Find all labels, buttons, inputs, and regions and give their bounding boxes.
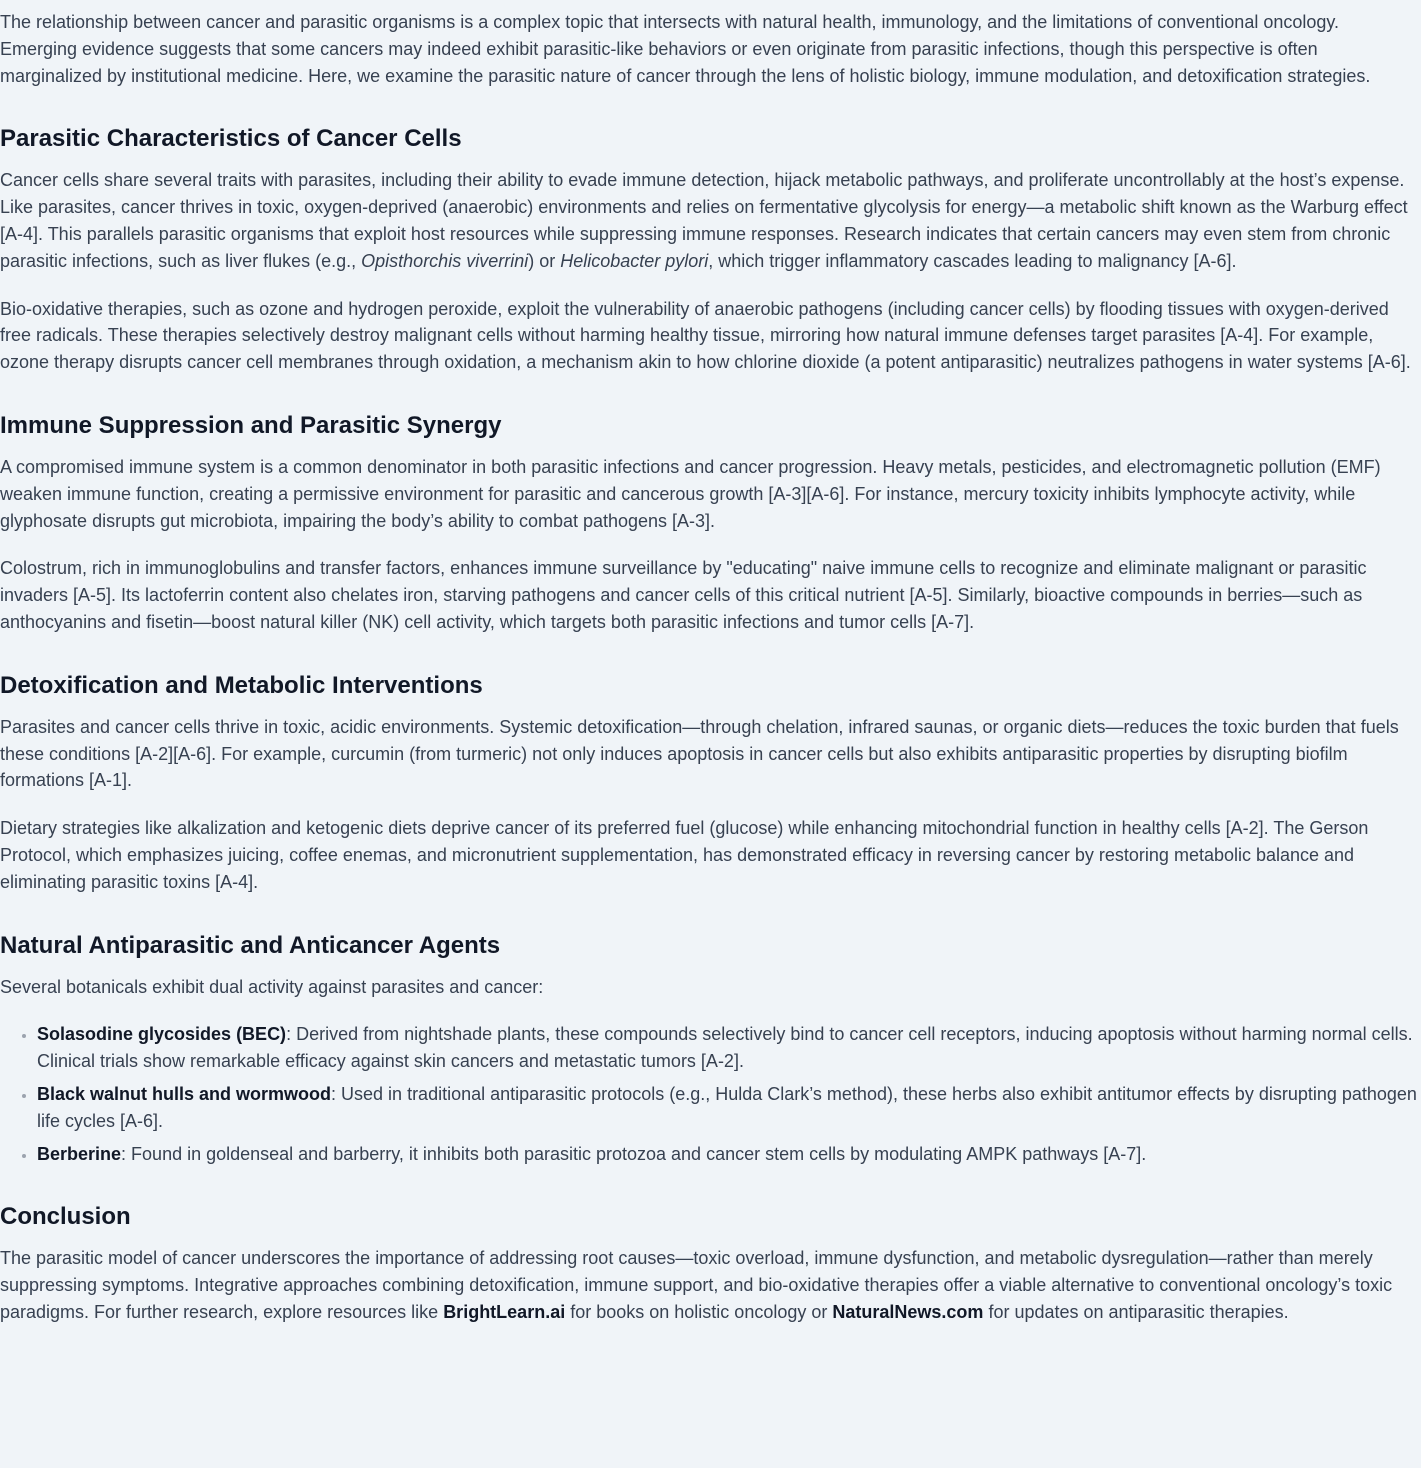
paragraph: Dietary strategies like alkalization and ketogenic diets deprive cancer of its preferred fuel (glucose) while enhancing mitochondrial function in healthy cells [A-2]. The Gerson Protocol, which emphasizes juicing, coffee enemas, and micronutrient supplementation, has demonstrated efficacy in reversing cancer by restoring metabolic balance and eliminating parasitic toxins [A-4]. <box>0 818 1369 892</box>
agents-list <box>0 1021 1421 1167</box>
list-item <box>37 1141 1421 1168</box>
list-item-term: Black walnut hulls and wormwood <box>37 1083 332 1104</box>
text: for books on holistic oncology or <box>565 1301 833 1322</box>
species-name: Opisthorchis viverrini <box>361 250 529 271</box>
paragraph: A compromised immune system is a common denominator in both parasitic infections and cancer progression. Heavy metals, pesticides, and electromagnetic pollution (EMF) weaken immune function, creating a permissive environment for parasitic and cancerous growth [A-3][A-6]. For instance, mercury toxicity inhibits lymphocyte activity, while glyphosate disrupts gut microbiota, impairing the body’s ability to combat pathogens [A-3]. <box>0 456 1381 531</box>
section-heading-immune-suppression: Immune Suppression and Parasitic Synergy <box>0 411 502 439</box>
paragraph: Parasites and cancer cells thrive in toxic, acidic environments. Systemic detoxification—through chelation, infrared saunas, or organic diets—reduces the toxic burden that fuels these conditions [A-2][A-6]. For example, curcumin (from turmeric) not only induces apoptosis in cancer cells but also exhibits antiparasitic properties by disrupting biofilm formations [A-1]. <box>0 716 1399 791</box>
list-item <box>37 1021 1421 1075</box>
section-heading-conclusion: Conclusion <box>0 1203 131 1231</box>
list-item-text: : Used in traditional antiparasitic protocols (e.g., Hulda Clark’s method), these herbs also exhibit antitumor effects by disrupting pathogen life cycles [A-6]. <box>37 1083 1417 1131</box>
list-item-text: : Derived from nightshade plants, these compounds selectively bind to cancer cell receptors, inducing apoptosis without harming normal cells. Clinical trials show remarkable efficacy against skin cancers and metastatic tumors [A-2]. <box>37 1024 1413 1072</box>
brightlearn-link[interactable]: BrightLearn.ai <box>443 1301 566 1322</box>
text: for updates on antiparasitic therapies. <box>983 1301 1289 1322</box>
naturalnews-link[interactable]: NaturalNews.com <box>832 1301 984 1322</box>
text: , which trigger inflammatory cascades leading to malignancy [A-6]. <box>708 250 1237 271</box>
text: The parasitic model of cancer underscores the importance of addressing root causes—toxic overload, immune dysfunction, and metabolic dysregulation—rather than merely suppressing symptoms. Integrative approaches combining detoxification, immune support, and bio-oxidative therapies offer a viable alternative to conventional oncology’s toxic paradigms. For further research, explore resources like <box>0 1248 1393 1322</box>
section-heading-natural-agents: Natural Antiparasitic and Anticancer Agents <box>0 931 501 959</box>
section-heading-parasitic-characteristics: Parasitic Characteristics of Cancer Cells <box>0 125 462 153</box>
section-heading-detoxification: Detoxification and Metabolic Interventions <box>0 671 483 699</box>
list-item <box>37 1081 1421 1135</box>
paragraph <box>0 1245 1421 1325</box>
text: Cancer cells share several traits with parasites, including their ability to evade immune detection, hijack metabolic pathways, and proliferate uncontrollably at the host’s expense. Like parasites, cancer thrives in toxic, oxygen-deprived (anaerobic) environments and relies on fermentative glycolysis for energy—a metabolic shift known as the Warburg effect [A-4]. This parallels parasitic organisms that exploit host resources while suppressing immune responses. Research indicates that certain cancers may even stem from chronic parasitic infections, such as liver flukes (e.g., <box>0 170 1408 271</box>
list-item-text: : Found in goldenseal and barberry, it inhibits both parasitic protozoa and cancer stem cells by modulating AMPK pathways [A-7]. <box>121 1143 1147 1164</box>
paragraph: Colostrum, rich in immunoglobulins and transfer factors, enhances immune surveillance by "educating" naive immune cells to recognize and eliminate malignant or parasitic invaders [A-5]. Its lactoferrin content also chelates iron, starving pathogens and cancer cells of this critical nutrient [A-5]. Similarly, bioactive compounds in berries—such as anthocyanins and fisetin—boost natural killer (NK) cell activity, which targets both parasitic infections and tumor cells [A-7]. <box>0 558 1367 632</box>
paragraph: Bio-oxidative therapies, such as ozone and hydrogen peroxide, exploit the vulnerability of anaerobic pathogens (including cancer cells) by flooding tissues with oxygen-derived free radicals. These therapies selectively destroy malignant cells without harming healthy tissue, mirroring how natural immune defenses target parasites [A-4]. For example, ozone therapy disrupts cancer cell membranes through oxidation, a mechanism akin to how chlorine dioxide (a potent antiparasitic) neutralizes pathogens in water systems [A-6]. <box>0 298 1411 373</box>
species-name: Helicobacter pylori <box>560 250 709 271</box>
text: ) or <box>528 250 561 271</box>
list-item-term: Berberine <box>37 1143 122 1164</box>
list-item-term: Solasodine glycosides (BEC) <box>37 1024 287 1045</box>
paragraph <box>0 167 1421 274</box>
intro-paragraph: The relationship between cancer and parasitic organisms is a complex topic that intersects with natural health, immunology, and the limitations of conventional oncology. Emerging evidence suggests that some cancers may indeed exhibit parasitic-like behaviors or even originate from parasitic infections, though this perspective is often marginalized by institutional medicine. Here, we examine the parasitic nature of cancer through the lens of holistic biology, immune modulation, and detoxification strategies. <box>0 12 1371 86</box>
paragraph: Several botanicals exhibit dual activity against parasites and cancer: <box>0 976 544 997</box>
